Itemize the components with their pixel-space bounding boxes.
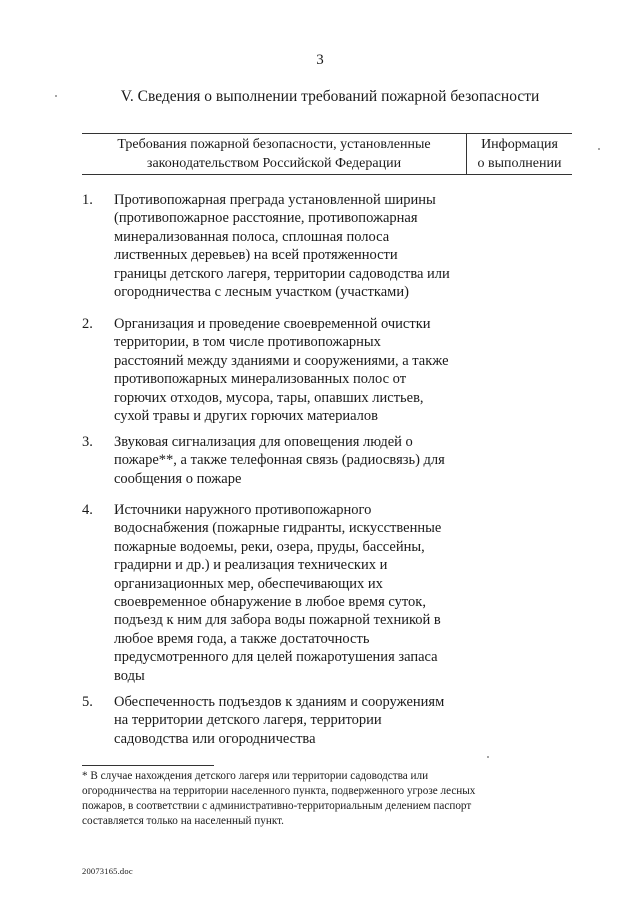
- requirement-item-3: [82, 433, 482, 489]
- table-header: [82, 133, 572, 177]
- requirements-column-header: [82, 135, 466, 173]
- requirement-number: 3.: [82, 434, 93, 450]
- requirement-item-2: [82, 315, 482, 427]
- requirement-item-4: [82, 501, 482, 687]
- requirement-text: Обеспеченность подъездов к зданиям и сооружениям на территории детского лагеря, территории садоводства или огородничества: [114, 694, 445, 747]
- requirement-item-1: [82, 191, 482, 303]
- section-title: V. Сведения о выполнении требований пожарной безопасности: [120, 88, 540, 105]
- requirement-text: Звуковая сигнализация для оповещения людей о пожаре**, а также телефонная связь (радиосвязь) для сообщения о пожаре: [114, 434, 445, 487]
- requirement-item-5: [82, 693, 482, 749]
- scan-speck: [598, 148, 600, 150]
- info-column-header: [467, 135, 572, 173]
- table-header-bottom-rule: [82, 174, 572, 175]
- requirement-text: Источники наружного противопожарного водоснабжения (пожарные гидранты, искусственные пожарные водоемы, реки, озера, пруды, бассейны, градирни и др.) и реализация технических и организационных мер, обеспечивающих их своевременное обнаружение в любое время суток, подъезд к ним для забора воды пожарной техникой в любое время года, а также достаточность предусмотренного для целей пожаротушения запаса воды: [114, 502, 442, 684]
- requirement-number: 2.: [82, 316, 93, 332]
- requirement-number: 4.: [82, 502, 93, 518]
- footnote: * В случае нахождения детского лагеря или территории садоводства или огородничества на территории населенного пункта, подверженного угрозе лесных пожаров, в соответствии с административно-территориальным делением паспорт составляется только на населенный пункт.: [82, 770, 476, 827]
- requirement-text: Организация и проведение своевременной очистки территории, в том числе противопожарных расстояний между зданиями и сооружениями, а также противопожарных минерализованных полос от горючих отходов, мусора, тары, опавших листьев, сухой травы и других горючих материалов: [114, 316, 449, 425]
- page-number: 3: [316, 52, 324, 68]
- info-column-header-text: Информация о выполнении: [477, 137, 562, 171]
- requirement-text: Противопожарная преграда установленной ширины (противопожарное расстояние, противопожарная минерализованная полоса, сплошная полоса лиственных деревьев) на всей протяженности границы детского лагеря, территории садоводства или огородничества с лесным участком (участками): [114, 192, 450, 301]
- scan-speck: [55, 95, 57, 97]
- requirement-number: 1.: [82, 192, 93, 208]
- scan-speck: [487, 756, 489, 758]
- requirement-number: 5.: [82, 694, 93, 710]
- requirements-column-header-text: Требования пожарной безопасности, установленные законодательством Российской Федерации: [117, 137, 431, 171]
- table-header-top-rule: [82, 133, 572, 134]
- file-name: 20073165.doc: [82, 866, 133, 876]
- footnote-separator: [82, 765, 214, 766]
